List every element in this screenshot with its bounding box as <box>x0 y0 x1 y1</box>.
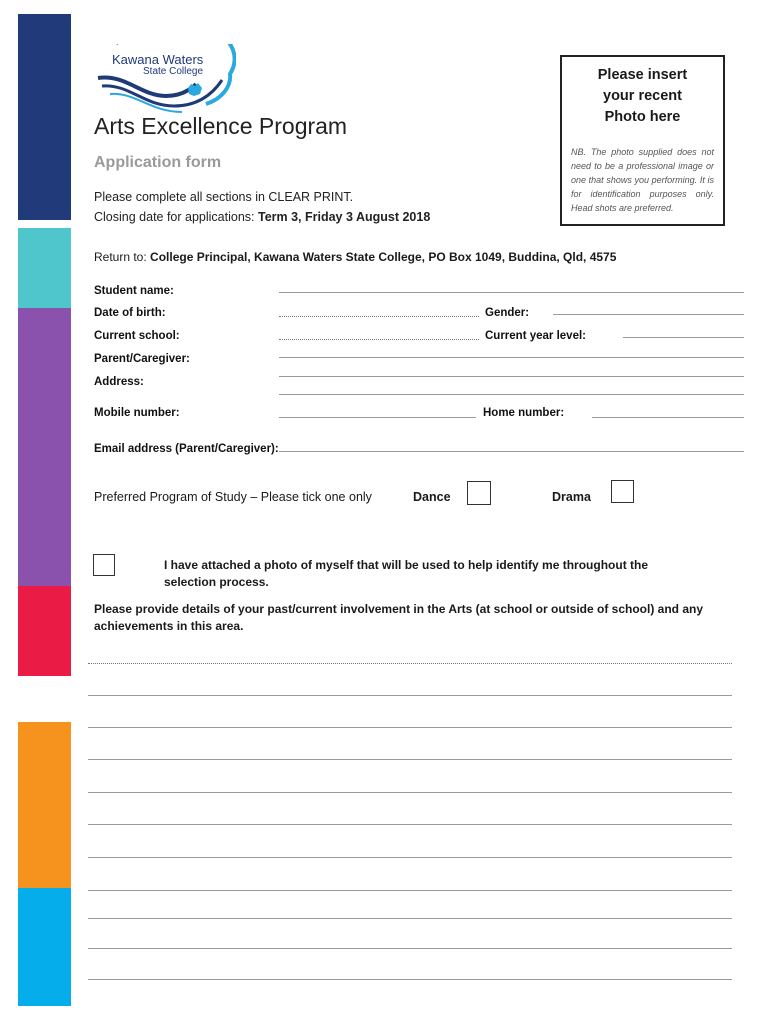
form-subtitle: Application form <box>94 154 222 171</box>
dance-option-label: Dance <box>413 490 451 504</box>
parent-label: Parent/Caregiver: <box>94 353 190 365</box>
address-field-line-1[interactable] <box>279 376 744 377</box>
closing-date-label: Closing date for applications: <box>94 210 258 224</box>
side-bar-orange <box>18 722 71 888</box>
answer-line[interactable] <box>88 727 732 728</box>
home-number-label: Home number: <box>483 407 565 419</box>
answer-line[interactable] <box>88 695 732 696</box>
photo-placeholder-note: NB. The photo supplied does not need to be a professional image or one that shows you performing. It is for identification purposes only. Head shots are preferred. <box>571 147 714 213</box>
gender-label: Gender: <box>485 307 530 319</box>
return-address-line <box>94 250 616 264</box>
parent-field[interactable] <box>279 357 744 358</box>
dob-label: Date of birth: <box>94 307 166 319</box>
answer-line[interactable] <box>88 890 732 891</box>
logo-subtitle: State College <box>143 66 204 77</box>
arts-involvement-prompt: Please provide details of your past/current involvement in the Arts (at school or outside of school) and any achievements in this area. <box>94 602 704 633</box>
answer-line[interactable] <box>88 979 732 980</box>
current-school-field[interactable] <box>279 339 479 340</box>
return-label: Return to: <box>94 250 151 264</box>
closing-date: Term 3, Friday 3 August 2018 <box>257 210 431 224</box>
photo-attached-statement: I have attached a photo of myself that will be used to help identify me throughout the selection process. <box>164 558 649 589</box>
answer-line[interactable] <box>88 948 732 949</box>
return-address: College Principal, Kawana Waters State College, PO Box 1049, Buddina, Qld, 4575 <box>150 250 617 264</box>
mobile-label: Mobile number: <box>94 407 180 419</box>
side-bar-navy <box>18 14 71 220</box>
answer-line[interactable] <box>88 918 732 919</box>
gender-field[interactable] <box>553 314 744 315</box>
side-bar-blue <box>18 888 71 1006</box>
answer-line[interactable] <box>88 792 732 793</box>
side-bar-teal <box>18 228 71 308</box>
answer-line[interactable] <box>88 759 732 760</box>
instructions: Please complete all sections in CLEAR PRINT. <box>94 190 354 204</box>
preferred-program-label: Preferred Program of Study – Please tick one only <box>94 490 372 504</box>
address-field-line-2[interactable] <box>279 394 744 395</box>
page-title: Arts Excellence Program <box>94 113 348 139</box>
side-bar-red <box>18 586 71 676</box>
drama-checkbox[interactable] <box>611 480 634 503</box>
mobile-field[interactable] <box>279 417 476 418</box>
answer-line[interactable] <box>88 824 732 825</box>
logo-name: Kawana Waters <box>112 52 204 67</box>
photo-attached-checkbox[interactable] <box>93 554 115 576</box>
address-label: Address: <box>94 376 144 388</box>
answer-line[interactable] <box>88 663 732 664</box>
dob-field[interactable] <box>279 316 479 317</box>
answer-line[interactable] <box>88 857 732 858</box>
closing-date-line <box>94 210 430 224</box>
dance-checkbox[interactable] <box>467 481 491 505</box>
current-school-label: Current school: <box>94 330 180 342</box>
drama-option-label: Drama <box>552 490 591 504</box>
photo-placeholder[interactable] <box>560 55 725 226</box>
email-label: Email address (Parent/Caregiver): <box>94 443 279 455</box>
side-bar-purple <box>18 308 71 586</box>
year-level-label: Current year level: <box>485 330 586 342</box>
student-name-field[interactable] <box>279 292 744 293</box>
home-number-field[interactable] <box>592 417 744 418</box>
student-name-label: Student name: <box>94 285 174 297</box>
year-level-field[interactable] <box>623 337 744 338</box>
email-field[interactable] <box>279 451 744 452</box>
photo-placeholder-title: Please insert your recent Photo here <box>597 67 688 125</box>
